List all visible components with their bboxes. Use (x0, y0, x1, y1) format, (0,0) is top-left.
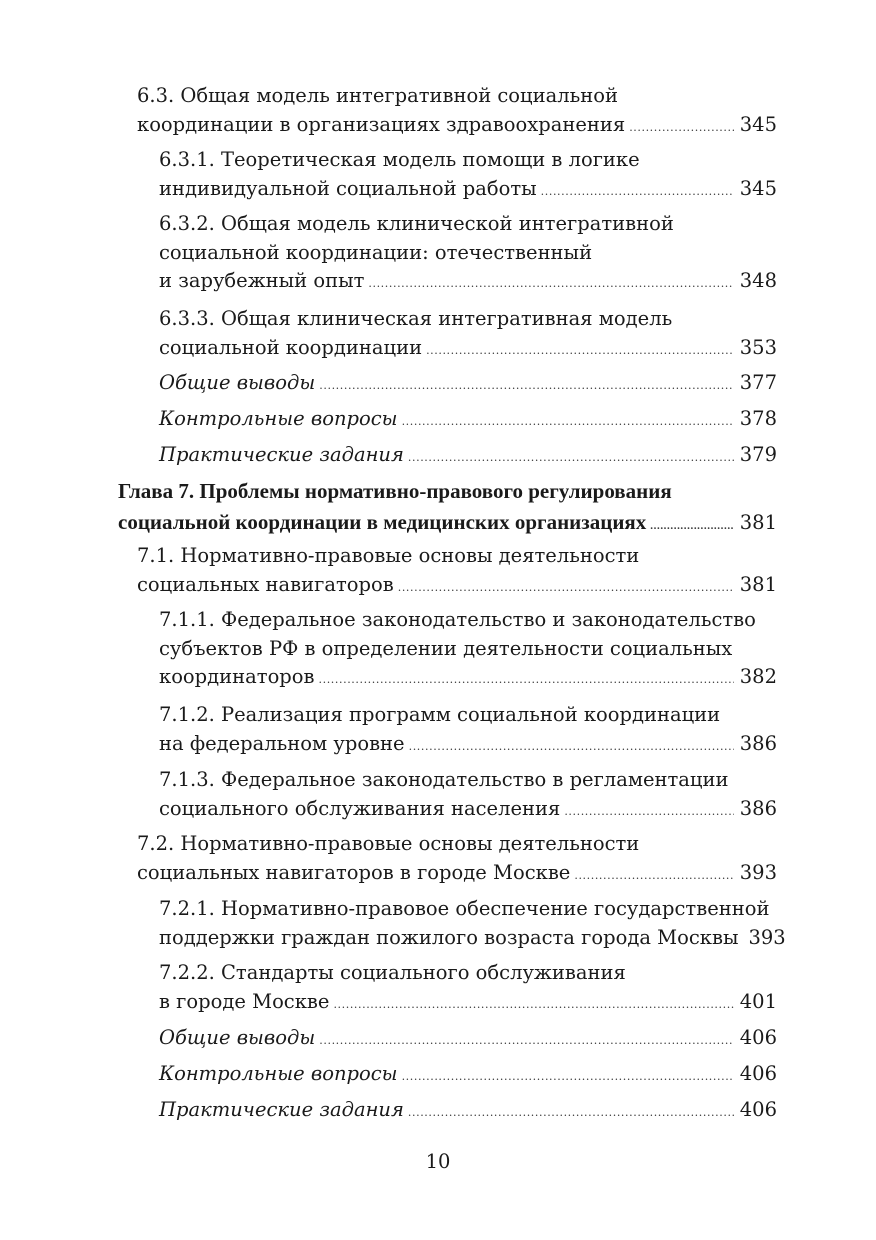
toc-entry-text: 7.1.1. Федеральное законодательство и законодательство (159, 608, 756, 631)
toc-chapter-title: социальной координации в медицинских организациях (118, 509, 647, 534)
toc-entry-text: 6.3.2. Общая модель клинической интегративной (159, 212, 674, 235)
toc-page-number: 345 (739, 112, 777, 136)
toc-entry-text: 7.1.3. Федеральное законодательство в регламентации (159, 768, 729, 791)
toc-entry-text: социальной координации (159, 335, 423, 359)
leader-dots (629, 114, 734, 143)
toc-page-number: 381 (739, 510, 777, 534)
toc-page-number: 353 (739, 335, 777, 359)
toc-entry-text: Общие выводы (159, 1026, 316, 1049)
leader-dots (333, 991, 733, 1020)
leader-dots (408, 1099, 734, 1128)
toc-entry-text: 6.3. Общая модель интегративной социальной (137, 84, 618, 107)
toc-entry-text: на федеральном уровне (159, 731, 405, 755)
toc-page-number: 393 (739, 860, 777, 884)
toc-entry-text: социальной координации: отечественный (159, 240, 593, 264)
toc-entry-text: 6.3.3. Общая клиническая интегративная модель (159, 307, 673, 330)
leader-dots (409, 733, 734, 762)
toc-entry-general-conclusions[interactable] (159, 369, 777, 401)
toc-page-number: 379 (739, 443, 777, 466)
toc-chapter-7[interactable] (118, 477, 777, 540)
toc-entry-text: 7.2. Нормативно-правовые основы деятельности (137, 832, 640, 855)
toc-entry-general-conclusions-2[interactable] (159, 1024, 777, 1056)
toc-page-number: 393 (748, 925, 786, 949)
toc-entry-text: 6.3.1. Теоретическая модель помощи в логике (159, 148, 640, 171)
toc-entry-7-2-1[interactable] (159, 895, 786, 955)
toc-entry-7-2-2[interactable] (159, 959, 777, 1019)
toc-entry-6-3-3[interactable] (159, 305, 777, 365)
toc-entry-text: координации в организациях здравоохранения (137, 112, 626, 136)
toc-entry-text: и зарубежный опыт (159, 269, 365, 293)
leader-dots (402, 408, 734, 437)
toc-entry-text: 7.2.1. Нормативно-правовое обеспечение государственной (159, 897, 770, 920)
leader-dots (319, 666, 734, 695)
toc-entry-text: субъектов РФ в определении деятельности социальных (159, 636, 733, 660)
leader-dots (408, 444, 734, 473)
toc-page-number: 406 (739, 1098, 777, 1121)
toc-entry-text: Контрольные вопросы (159, 1062, 398, 1085)
leader-dots (650, 512, 733, 541)
toc-entry-control-questions-2[interactable] (159, 1060, 777, 1092)
toc-entry-7-1-3[interactable] (159, 766, 777, 826)
toc-entry-text: 7.2.2. Стандарты социального обслуживания (159, 961, 626, 984)
leader-dots (402, 1063, 734, 1092)
toc-entry-text: Практические задания (159, 443, 404, 466)
leader-dots (541, 178, 734, 207)
toc-page-number: 381 (739, 572, 777, 596)
leader-dots (564, 798, 733, 827)
toc-entry-practical-tasks-2[interactable] (159, 1096, 777, 1128)
toc-page-number: 382 (739, 665, 777, 689)
toc-entry-text: поддержки граждан пожилого возраста города Москвы (159, 925, 739, 949)
toc-entry-7-1-1[interactable] (159, 606, 777, 695)
toc-entry-text: в городе Москве (159, 989, 330, 1013)
toc-chapter-title: Глава 7. Проблемы нормативно-правового регулирования (118, 479, 672, 503)
leader-dots (319, 372, 733, 401)
toc-entry-control-questions[interactable] (159, 405, 777, 437)
toc-page-number: 348 (739, 269, 777, 293)
toc-entry-text: Практические задания (159, 1098, 404, 1121)
toc-entry-text: социального обслуживания населения (159, 796, 561, 820)
toc-entry-text: 7.1. Нормативно-правовые основы деятельности (137, 544, 640, 567)
leader-dots (319, 1027, 733, 1056)
toc-entry-text: социальных навигаторов в городе Москве (137, 860, 571, 884)
toc-entry-6-3-1[interactable] (159, 146, 777, 206)
toc-page-number: 401 (739, 989, 777, 1013)
leader-dots (398, 574, 734, 603)
toc-page-number: 406 (739, 1026, 777, 1049)
toc-page-number: 345 (739, 176, 777, 200)
toc-entry-7-1[interactable] (137, 542, 777, 602)
toc-entry-text: Общие выводы (159, 371, 316, 394)
toc-page-number: 406 (739, 1062, 777, 1085)
toc-entry-6-3[interactable] (137, 82, 777, 142)
toc-page-number: 378 (739, 407, 777, 430)
toc-entry-text: Контрольные вопросы (159, 407, 398, 430)
leader-dots (368, 270, 733, 299)
toc-entry-text: координаторов (159, 665, 315, 689)
toc-entry-practical-tasks[interactable] (159, 441, 777, 473)
toc-entry-7-2[interactable] (137, 830, 777, 890)
toc-entry-6-3-2[interactable] (159, 210, 777, 299)
toc-entry-text: 7.1.2. Реализация программ социальной координации (159, 703, 721, 726)
toc-entry-7-1-2[interactable] (159, 701, 777, 761)
toc-page-number: 377 (739, 371, 777, 394)
toc-page-number: 386 (739, 731, 777, 755)
toc-entry-text: социальных навигаторов (137, 572, 394, 596)
toc-page-number: 386 (739, 796, 777, 820)
leader-dots (574, 862, 733, 891)
leader-dots (426, 337, 734, 366)
page-number: 10 (425, 1150, 451, 1173)
toc-entry-text: индивидуальной социальной работы (159, 176, 537, 200)
